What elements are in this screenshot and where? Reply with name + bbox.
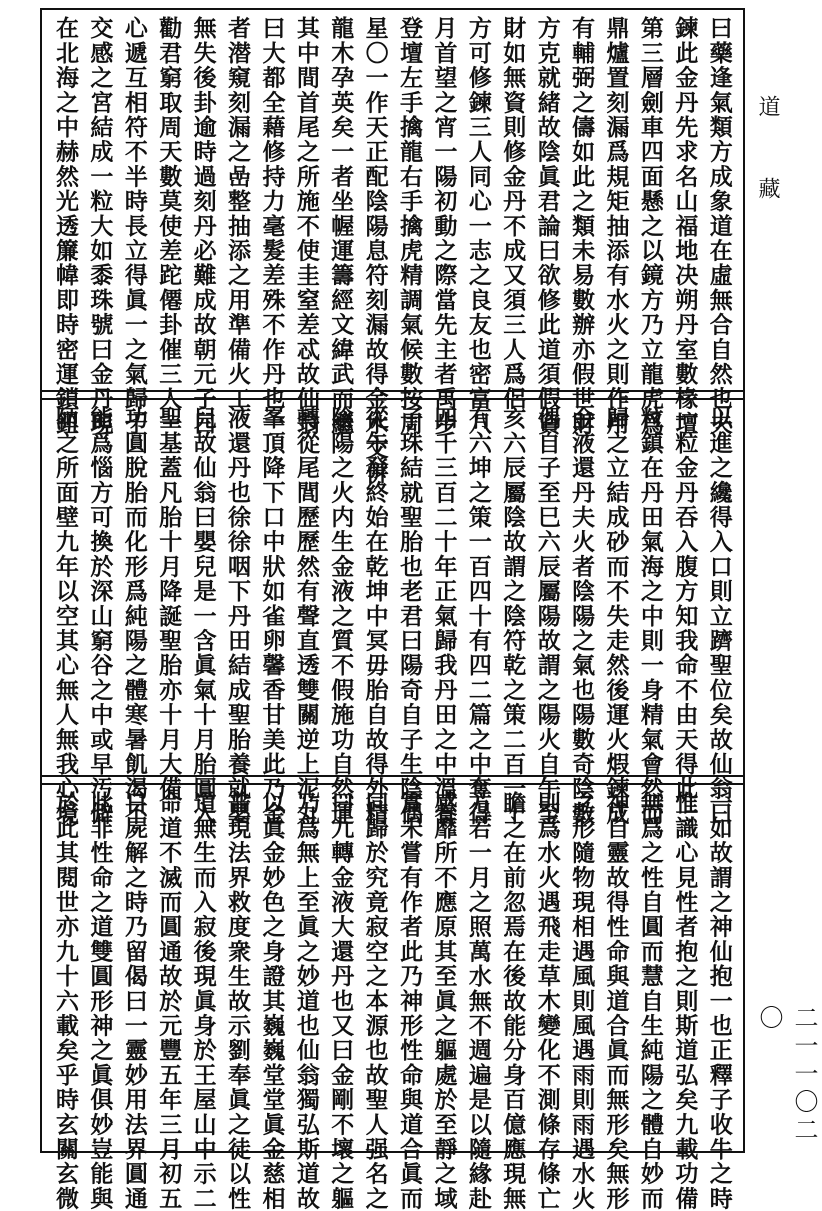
text-column: 之形隨物現相遇風則風遇雨則雨遇水火 xyxy=(568,791,596,1211)
text-column: 乃爲無上至眞之妙道也仙翁獨弘斯道故 xyxy=(292,791,320,1211)
text-column: 神自靈故得性命與道合眞而無形矣無形 xyxy=(602,791,630,1211)
text-column: 聖基蓋凡胎十月降誕聖胎亦十月大備 xyxy=(155,406,183,802)
text-column: 則爲水火遇飛走草木變化不測條存條亡 xyxy=(533,791,561,1211)
text-column: 方若一月之照萬水無不週遍是以隨緣赴 xyxy=(464,791,492,1211)
text-panel-bottom xyxy=(42,785,743,1211)
text-column: 日屍解之時乃留偈曰一靈妙用法界圓通 xyxy=(120,791,148,1211)
text-column: 普現法界救度衆生故示劉奉眞之徒以性 xyxy=(224,791,252,1211)
text-column: 星〇一作天正配陰陽息符刻漏故得金水交併 xyxy=(361,16,389,486)
text-column: 一粒金丹吞入腹方知我命不由天得此一 xyxy=(671,406,699,826)
text-column: 液還丹也徐徐咽下丹田結成聖胎養就嬰 xyxy=(224,406,252,826)
text-column: 月首望之宵一陽初動之際當先主者禹步 xyxy=(430,16,458,436)
text-column: 道無生而入寂後現眞身於王屋山中示二 xyxy=(189,791,217,1211)
text-column: 第三層劍車四面懸之以鏡方乃立龍虎爲 xyxy=(636,16,664,436)
text-column: 陋之所面壁九年以空其心無人無我心境 xyxy=(52,406,79,826)
text-column: 無爲之性自圓而慧自生純陽之體自妙而 xyxy=(636,791,664,1211)
text-column: 龍木孕英矣一者坐幄運籌經文緯武而繼 xyxy=(327,16,355,436)
text-column: 以進之纔得入口則立躋聖位矣故仙翁曰 xyxy=(705,406,733,826)
text-column: 鼎爐置刻漏爲規矩抽添有水火之則作用 xyxy=(602,16,630,436)
text-column: 於此其閱世亦九十六載矣乎時玄關玄微 xyxy=(52,791,79,1211)
text-column: 財如無資則修金丹不成又須三人爲侶 xyxy=(499,16,527,412)
text-column: 其中間首尾之所施不使圭窒差忒故仙翁 xyxy=(292,16,320,436)
text-column: 四千三百二十年正氣歸我丹田之中溫養 xyxy=(430,406,458,826)
panel-divider xyxy=(42,775,743,785)
text-column: 粒鎮在丹田氣海之中則一身精氣會然而 xyxy=(636,406,664,826)
text-column: 在北海之中赫然光透簾幃即時密運鎖鈕 xyxy=(52,16,79,436)
text-column: 惟識心見性者抱之則斯道弘矣九載功備 xyxy=(671,791,699,1211)
text-column: 命道不滅而圓通故於元豐五年三月初五 xyxy=(155,791,183,1211)
text-column: 子珠結就聖胎也老君曰陽奇自子生陰偶 xyxy=(396,406,424,826)
text-column: 功圓脫胎而化形爲純陽之體寒暑飢渴不 xyxy=(120,406,148,826)
text-column: 此非性命之道雙圓形神之眞俱妙豈能與 xyxy=(86,791,114,1211)
text-column: 感靡所不應原其至眞之軀處於至靜之域 xyxy=(430,791,458,1211)
text-column: 者潜窺刻漏之嵒整抽添之用準備火工 xyxy=(224,16,252,412)
text-column: 亥六辰屬陰故謂之陰符乾之策二百一十 xyxy=(499,406,527,826)
text-panel-middle xyxy=(42,400,743,826)
text-column: 有六坤之策一百四十有四二篇之中奪得 xyxy=(464,406,492,826)
text-column: 兒故仙翁曰嬰兒是一含眞氣十月胎圓入 xyxy=(189,406,217,826)
text-column: 鍊此金丹先求名山福地决朔丹室數椽壇 xyxy=(671,16,699,436)
text-column: 金液還丹夫火者陰陽之氣也陽數奇陰數 xyxy=(568,406,596,826)
text-column: 曰藥逢氣類方成象道在虛無合自然也夫 xyxy=(705,16,733,436)
text-column: 瞻之在前忽焉在後故能分身百億應現無 xyxy=(499,791,527,1211)
text-column: 同歸於究竟寂空之本源也故聖人强名之 xyxy=(361,791,389,1211)
text-column: 無失後卦逾時過刻丹必難成故朝元子曰 xyxy=(189,16,217,436)
text-column: 陰陽之火内生金液之質不假施功自然運 xyxy=(327,406,355,826)
text-column: 以眞金妙色之身證其巍巍堂堂眞金慈相 xyxy=(258,791,286,1211)
text-column: 勸君窮取周天數莫使差跎僊卦催三人一 xyxy=(155,16,183,436)
text-column: 歸之立結成砂而不失走然後運火煆鍊成 xyxy=(602,406,630,826)
text-column: 一如故謂之神仙抱一也正釋子收牛之時 xyxy=(705,791,733,1211)
text-column: 轉從尾閭歷歷然有聲直透雙關逆上泥丸 xyxy=(292,406,320,826)
text-column: 偶自子至巳六辰屬陽故謂之陽火自午至 xyxy=(533,406,561,826)
text-column: 方可修鍊三人同心一志之良友也密富八 xyxy=(464,16,492,436)
text-column: 峯頂降下口中狀如雀卵馨香甘美此乃金 xyxy=(258,406,286,826)
panel-divider xyxy=(42,390,743,400)
text-column: 登壇左手擒龍右手擒虎精調氣候數按周 xyxy=(396,16,424,436)
page-frame xyxy=(40,8,745,1211)
text-column: 曰大都全藉修持力毫髮差殊不作丹也一 xyxy=(258,16,286,436)
text-column: 曰九轉金液大還丹也又曰金剛不壞之軀 xyxy=(327,791,355,1211)
text-column: 有輔弼之儔如此之類未易數辦亦假世財 xyxy=(568,16,596,436)
text-column: 方克就緒故陰眞君論曰欲修此道須假資 xyxy=(533,16,561,436)
text-panel-top xyxy=(42,10,743,486)
text-column: 實未嘗有作者此乃神形性命與道合眞而 xyxy=(396,791,424,1211)
page-number: 二一一〇二〇 xyxy=(755,1005,818,1145)
side-title: 道藏 xyxy=(755,95,780,259)
text-column: 能爲惱方可換於深山窮谷之中或早汚僻 xyxy=(86,406,114,826)
text-column: 交感之宮結成一粒大如黍珠號曰金丹現 xyxy=(86,16,114,436)
text-column: 心遞互相符不半時長立得眞一之氣歸于 xyxy=(120,16,148,436)
text-column: 從午發終始在乾坤中冥毋胎自故得外精 xyxy=(361,406,389,826)
